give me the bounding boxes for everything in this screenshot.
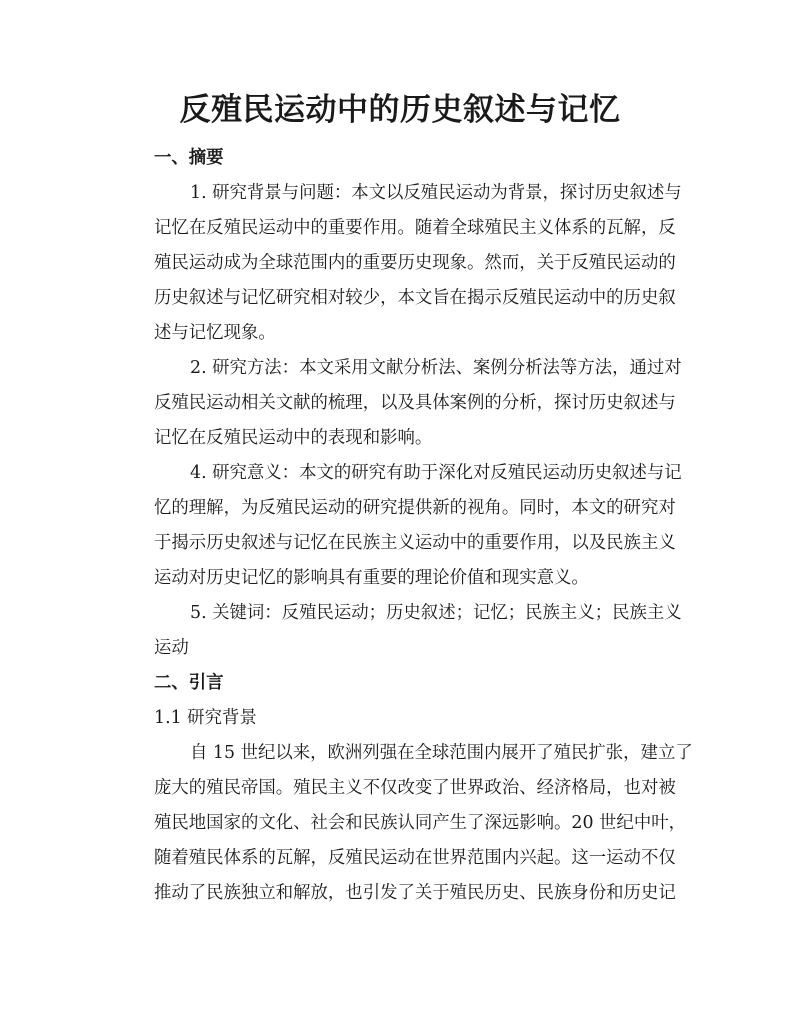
abstract-paragraph-significance bbox=[118, 456, 680, 596]
text-line: 随着殖民体系的瓦解，反殖民运动在世界范围内兴起。这一运动不仅 bbox=[154, 848, 676, 868]
section-heading-intro: 二、引言 bbox=[154, 673, 224, 693]
text-line: 推动了民族独立和解放，也引发了关于殖民历史、民族身份和历史记 bbox=[154, 883, 676, 903]
text-line: 记忆在反殖民运动中的重要作用。随着全球殖民主义体系的瓦解，反 bbox=[154, 218, 676, 238]
text-line: 庞大的殖民帝国。殖民主义不仅改变了世界政治、经济格局，也对被 bbox=[154, 778, 676, 798]
text-line: 运动对历史记忆的影响具有重要的理论价值和现实意义。 bbox=[154, 568, 589, 588]
text-line: 反殖民运动相关文献的梳理，以及具体案例的分析，探讨历史叙述与 bbox=[154, 393, 676, 413]
text-line: 记忆在反殖民运动中的表现和影响。 bbox=[154, 428, 433, 448]
text-line: 述与记忆现象。 bbox=[154, 323, 276, 343]
text-line: 于揭示历史叙述与记忆在民族主义运动中的重要作用，以及民族主义 bbox=[154, 533, 676, 553]
text-line: 5. 关键词：反殖民运动；历史叙述；记忆；民族主义；民族主义 bbox=[190, 603, 682, 623]
text-line: 历史叙述与记忆研究相对较少，本文旨在揭示反殖民运动中的历史叙 bbox=[154, 288, 676, 308]
subsection-heading-background: 1.1 研究背景 bbox=[154, 708, 257, 728]
text-line: 殖民地国家的文化、社会和民族认同产生了深远影响。20 世纪中叶， bbox=[154, 813, 686, 833]
document-title: 反殖民运动中的历史叙述与记忆 bbox=[179, 92, 621, 128]
text-line: 运动 bbox=[154, 638, 189, 658]
section-heading-abstract: 一、摘要 bbox=[154, 148, 224, 168]
document-body bbox=[118, 141, 693, 911]
abstract-paragraph-keywords bbox=[118, 596, 680, 666]
text-line: 忆的理解，为反殖民运动的研究提供新的视角。同时，本文的研究对 bbox=[154, 498, 676, 518]
intro-paragraph bbox=[118, 736, 693, 911]
abstract-paragraph-method bbox=[118, 351, 680, 456]
text-line: 4. 研究意义：本文的研究有助于深化对反殖民运动历史叙述与记 bbox=[190, 463, 682, 483]
text-line: 殖民运动成为全球范围内的重要历史现象。然而，关于反殖民运动的 bbox=[154, 253, 676, 273]
text-line: 1. 研究背景与问题：本文以反殖民运动为背景，探讨历史叙述与 bbox=[190, 183, 682, 203]
text-line: 2. 研究方法：本文采用文献分析法、案例分析法等方法，通过对 bbox=[190, 358, 682, 378]
text-line: 自 15 世纪以来，欧洲列强在全球范围内展开了殖民扩张，建立了 bbox=[190, 743, 693, 763]
abstract-paragraph-background bbox=[118, 176, 680, 351]
